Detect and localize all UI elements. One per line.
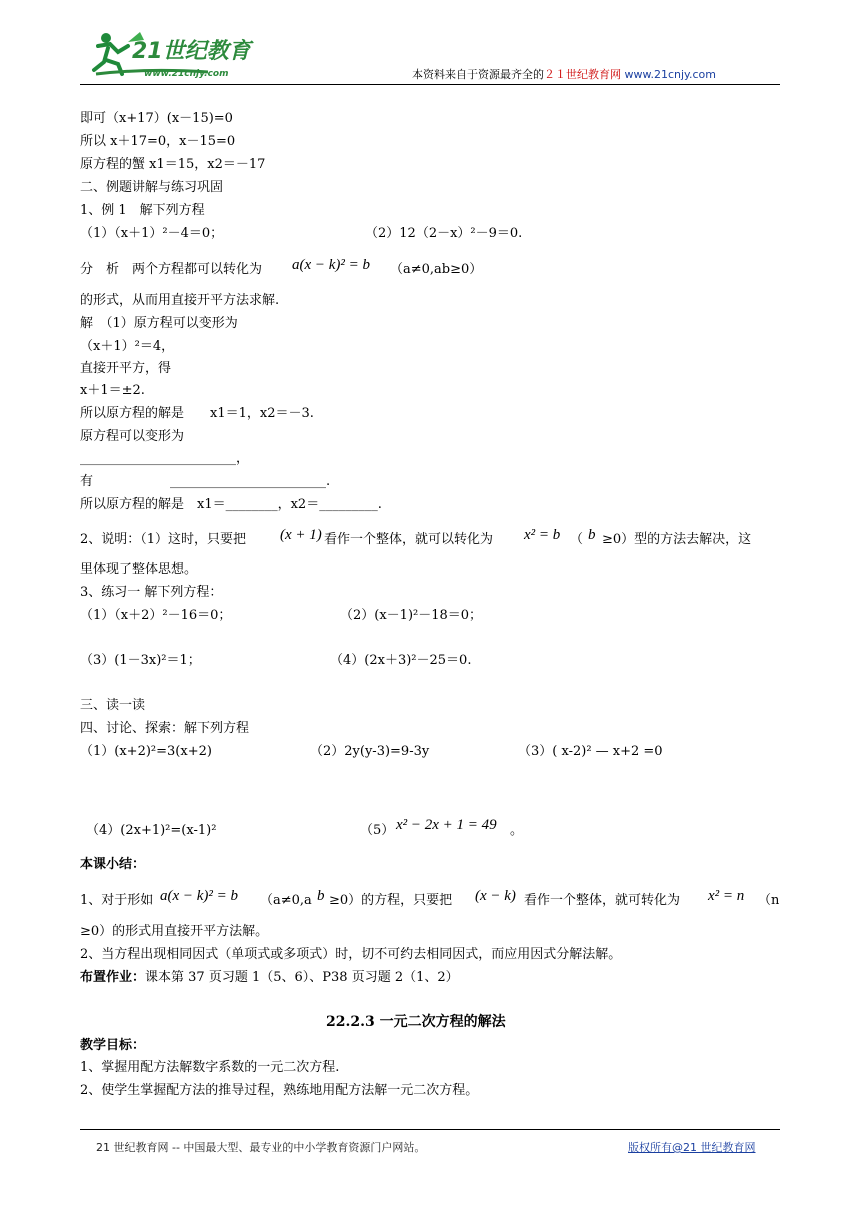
section-heading: 本课小结： (80, 857, 146, 872)
text-line: 分 析 两个方程都可以转化为 (80, 262, 263, 277)
text-line: 3、练习一 解下列方程： (80, 585, 223, 600)
text-line: 1、对于形如 (80, 893, 154, 908)
text-line: 所以原方程的解是 x1＝________，x2＝_________. (80, 497, 382, 512)
text-line: 所以 x＋17=0，x－15=0 (80, 134, 236, 149)
text-line: 原方程的蟹 x1＝15，x2＝－17 (80, 157, 266, 172)
text-line: 里体现了整体思想。 (80, 562, 198, 577)
text-line: （a≠0,ab≥0） (390, 262, 483, 277)
formula: b (588, 527, 596, 543)
text-line: 原方程可以变形为 (80, 429, 185, 444)
header-source-site[interactable]: ２１世纪教育网 (544, 68, 621, 81)
svg-text:www.21cnjy.com: www.21cnjy.com (144, 69, 229, 79)
equation-item: （1）（x＋1）²－4＝0； (80, 226, 224, 241)
equation-item: （5） (360, 823, 395, 838)
equation-item: （3）( x-2)² — x+2 =0 (518, 744, 663, 759)
text-line: ≥0）的方程，只要把 (329, 893, 453, 908)
text-line: 的形式，从而用直接开平方法求解. (80, 293, 280, 308)
text-line: （n (758, 893, 780, 908)
formula: b (317, 888, 325, 904)
text-line: 解 （1）原方程可以变形为 (80, 316, 238, 331)
text-line: （a≠0,a (260, 893, 312, 908)
section-heading: 教学目标： (80, 1038, 146, 1053)
text-line: 看作一个整体，就可转化为 (524, 893, 681, 908)
text-line: 有 (80, 474, 94, 489)
text-line: 2、说明：（1）这时，只要把 (80, 532, 247, 547)
blank-line: ________________________， (80, 451, 250, 466)
header-divider (80, 84, 780, 85)
header-source-prefix: 本资料来自于资源最齐全的 (412, 68, 544, 81)
section-heading: 四、讨论、探索：解下列方程 (80, 721, 250, 736)
header-source (412, 66, 716, 83)
footer-divider (80, 1129, 780, 1130)
text-line: x＋1＝±2. (80, 383, 145, 398)
text-line: 1、掌握用配方法解数字系数的一元二次方程. (80, 1060, 340, 1075)
svg-text:21世纪教育: 21世纪教育 (132, 39, 251, 64)
blank-line: ________________________. (170, 474, 331, 489)
equation-item: （2）2y(y-3)=9-3y (310, 744, 430, 759)
footer-copyright-link[interactable]: 版权所有@21 世纪教育网 (628, 1141, 756, 1154)
text-line: （ (570, 532, 584, 547)
footer-text: 21 世纪教育网 -- 中国最大型、最专业的中小学教育资源门户网站。 (96, 1141, 426, 1154)
equation-item: （2）12（2－x）²－9＝0. (365, 226, 523, 241)
text-line: 看作一个整体，就可以转化为 (324, 532, 494, 547)
text-line: ≥0）的形式用直接开平方法解。 (80, 924, 269, 939)
text-line: 即可（x+17）(x－15)=0 (80, 111, 233, 126)
text-line: 2、当方程出现相同因式（单项式或多项式）时，切不可约去相同因式，而应用因式分解法解。 (80, 947, 622, 962)
equation-item: （4）(2x+1)²=(x-1)² (86, 823, 217, 838)
equation-item: （1）（x＋2）²－16＝0； (80, 608, 232, 623)
site-logo (88, 28, 288, 80)
section-title: 22.2.3 一元二次方程的解法 (326, 1014, 506, 1030)
equation-item: （4）(2x＋3)²－25＝0. (330, 653, 472, 668)
formula: a(x − k)² = b (160, 888, 239, 904)
text-line: ≥0）型的方法去解决，这 (602, 532, 752, 547)
text-line: 1、例 1 解下列方程 (80, 203, 205, 218)
text-line: 所以原方程的解是 x1＝1，x2＝－3. (80, 406, 314, 421)
section-heading: 二、例题讲解与练习巩固 (80, 180, 224, 195)
text-line: 直接开平方，得 (80, 361, 172, 376)
homework-label: 布置作业： (80, 970, 146, 985)
section-heading: 三、读一读 (80, 698, 146, 713)
formula: a(x − k)² = b (292, 257, 371, 273)
homework-text: 课本第 37 页习题 1（5、6）、P38 页习题 2（1、2） (145, 970, 459, 985)
formula: (x + 1) (280, 527, 322, 543)
header-source-url[interactable]: www.21cnjy.com (624, 68, 716, 81)
equation-item: （3）(1－3x)²＝1； (80, 653, 201, 668)
formula: x² − 2x + 1 = 49 (396, 817, 497, 833)
formula: (x − k) (475, 888, 516, 904)
equation-item: （2）(x－1)²－18＝0； (340, 608, 483, 623)
text-line: （x＋1）²＝4， (80, 339, 175, 354)
text-line: 2、使学生掌握配方法的推导过程，熟练地用配方法解一元二次方程。 (80, 1083, 479, 1098)
formula: x² = n (708, 888, 745, 904)
formula: x² = b (524, 527, 561, 543)
homework-line (80, 969, 459, 986)
equation-item: （1）(x+2)²=3(x+2) (80, 744, 212, 759)
text-line: 。 (510, 823, 524, 838)
